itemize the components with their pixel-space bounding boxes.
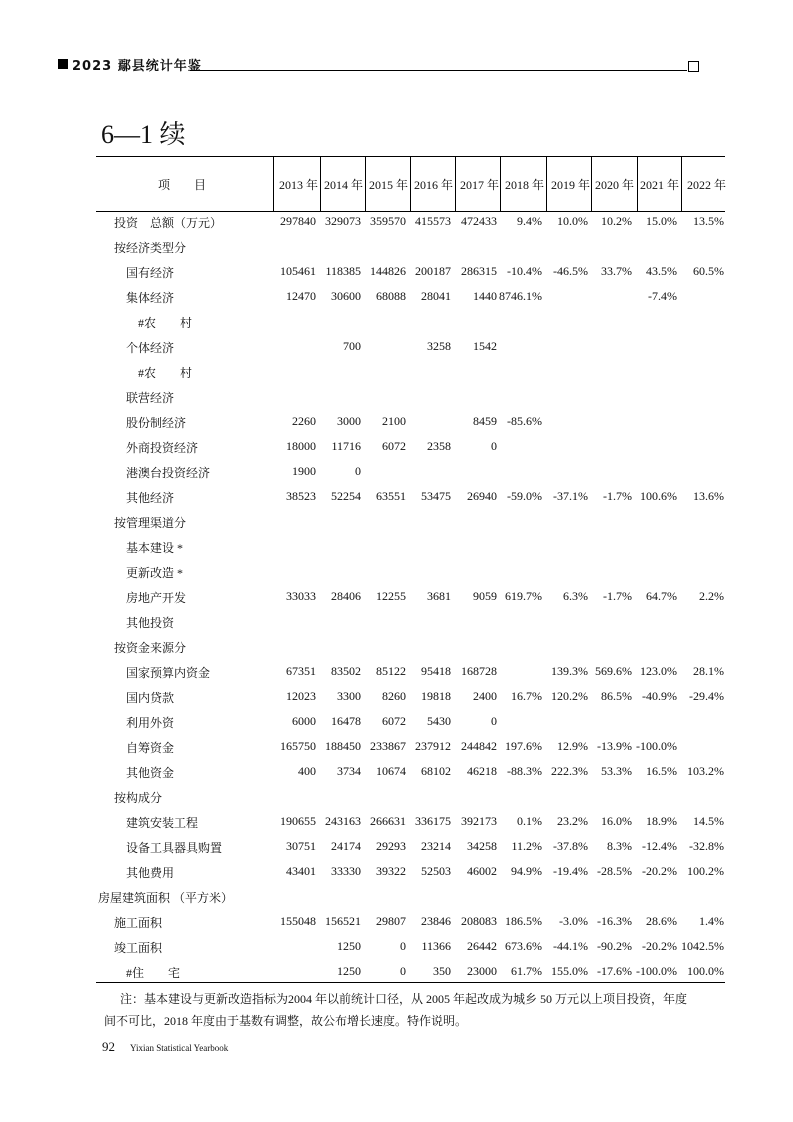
page-footer xyxy=(102,1039,228,1055)
table-cell: 46002 xyxy=(467,864,497,878)
table-cell: 6072 xyxy=(382,714,406,728)
table-cell: 156521 xyxy=(325,914,361,928)
table-row xyxy=(96,689,726,707)
column-header-year: 2021 年 xyxy=(639,178,679,192)
page-number: 92 xyxy=(102,1039,115,1054)
table-cell: 1440 xyxy=(473,289,497,303)
table-cell: -7.4% xyxy=(648,289,677,303)
table-cell: 30751 xyxy=(286,839,316,853)
table-cell: 118385 xyxy=(325,264,361,278)
header-column-divider xyxy=(320,156,321,211)
column-header-year: 2020 年 xyxy=(594,178,634,192)
table-cell: 28041 xyxy=(421,289,451,303)
table-cell: 400 xyxy=(298,764,316,778)
table-row xyxy=(96,389,726,407)
table-cell: 3681 xyxy=(427,589,451,603)
yearbook-header-title: 2023 鄢县统计年鉴 xyxy=(72,59,202,74)
table-cell: 1542 xyxy=(473,339,497,353)
table-cell: -28.5% xyxy=(597,864,632,878)
table-row xyxy=(96,764,726,782)
row-label: 其他投资 xyxy=(126,616,175,630)
table-cell: 329073 xyxy=(325,214,361,228)
table-cell: 52503 xyxy=(421,864,451,878)
column-header-year: 2017 年 xyxy=(459,178,499,192)
table-cell: 29293 xyxy=(376,839,406,853)
table-cell: 200187 xyxy=(415,264,451,278)
table-cell: 100.0% xyxy=(687,964,724,978)
table-cell: -17.6% xyxy=(597,964,632,978)
table-cell: 10.2% xyxy=(601,214,632,228)
row-label: 联营经济 xyxy=(126,391,175,405)
table-cell: -19.4% xyxy=(553,864,588,878)
table-cell: -12.4% xyxy=(642,839,677,853)
table-cell: 186.5% xyxy=(505,914,542,928)
table-cell: 95418 xyxy=(421,664,451,678)
table-cell: 359570 xyxy=(370,214,406,228)
table-cell: -88.3% xyxy=(507,764,542,778)
row-label: 港澳台投资经济 xyxy=(126,466,211,480)
table-cell: 67351 xyxy=(286,664,316,678)
table-cell: 1250 xyxy=(337,939,361,953)
table-cell: 16478 xyxy=(331,714,361,728)
table-cell: 16.7% xyxy=(511,689,542,703)
table-cell: -44.1% xyxy=(553,939,588,953)
table-cell: -59.0% xyxy=(507,489,542,503)
table-cell: 10.0% xyxy=(557,214,588,228)
table-cell: 392173 xyxy=(461,814,497,828)
table-row xyxy=(96,464,726,482)
header-column-divider xyxy=(455,156,456,211)
row-label: 按管理渠道分 xyxy=(114,516,187,530)
row-label: 按资金来源分 xyxy=(114,641,187,655)
table-cell: 64.7% xyxy=(646,589,677,603)
table-row xyxy=(96,939,726,957)
table-row xyxy=(96,214,726,232)
table-cell: 190655 xyxy=(280,814,316,828)
header-column-divider xyxy=(273,156,274,211)
table-row xyxy=(96,914,726,932)
table-row xyxy=(96,664,726,682)
header-column-divider xyxy=(546,156,547,211)
table-cell: 13.5% xyxy=(693,214,724,228)
table-cell: 700 xyxy=(343,339,361,353)
table-cell: 415573 xyxy=(415,214,451,228)
table-cell: 61.7% xyxy=(511,964,542,978)
table-row xyxy=(96,339,726,357)
table-cell: 0 xyxy=(355,464,361,478)
table-cell: 2400 xyxy=(473,689,497,703)
table-cell: 208083 xyxy=(461,914,497,928)
row-label: 其他费用 xyxy=(126,866,175,880)
table-cell: 18000 xyxy=(286,439,316,453)
table-cell: 197.6% xyxy=(505,739,542,753)
table-cell: -37.1% xyxy=(553,489,588,503)
table-cell: 23214 xyxy=(421,839,451,853)
header-column-divider xyxy=(591,156,592,211)
table-row xyxy=(96,314,726,332)
table-cell: -40.9% xyxy=(642,689,677,703)
table-cell: 336175 xyxy=(415,814,451,828)
table-row xyxy=(96,489,726,507)
table-cell: 23000 xyxy=(467,964,497,978)
table-cell: 33033 xyxy=(286,589,316,603)
row-label: #住 宅 xyxy=(126,966,181,980)
table-bottom-rule xyxy=(96,982,725,983)
table-cell: 68102 xyxy=(421,764,451,778)
row-label: 基本建设 * xyxy=(126,541,184,555)
table-row xyxy=(96,589,726,607)
table-cell: 43.5% xyxy=(646,264,677,278)
column-header-year: 2015 年 xyxy=(368,178,408,192)
row-label: 集体经济 xyxy=(126,291,175,305)
table-row xyxy=(96,964,726,982)
table-cell: 155.0% xyxy=(551,964,588,978)
table-cell: 46218 xyxy=(467,764,497,778)
table-title: 6—1 续 xyxy=(101,120,186,149)
table-cell: 6072 xyxy=(382,439,406,453)
table-cell: -20.2% xyxy=(642,939,677,953)
table-cell: -29.4% xyxy=(689,689,724,703)
yearbook-english-name: Yixian Statistical Yearbook xyxy=(130,1043,229,1053)
column-header-year: 2018 年 xyxy=(504,178,544,192)
row-label: 外商投资经济 xyxy=(126,441,199,455)
table-cell: 139.3% xyxy=(551,664,588,678)
table-cell: 43401 xyxy=(286,864,316,878)
table-cell: 9.4% xyxy=(517,214,542,228)
table-row xyxy=(96,239,726,257)
header-column-divider xyxy=(365,156,366,211)
header-rule xyxy=(190,70,687,71)
column-header-year: 2022 年 xyxy=(686,178,726,192)
table-cell: 94.9% xyxy=(511,864,542,878)
table-cell: -90.2% xyxy=(597,939,632,953)
table-cell: -13.9% xyxy=(597,739,632,753)
table-cell: 16.0% xyxy=(601,814,632,828)
table-cell: 619.7% xyxy=(505,589,542,603)
row-label: 更新改造 * xyxy=(126,566,184,580)
table-cell: -1.7% xyxy=(603,489,632,503)
table-cell: 569.6% xyxy=(595,664,632,678)
table-cell: 63551 xyxy=(376,489,406,503)
table-cell: 3300 xyxy=(337,689,361,703)
table-cell: 26442 xyxy=(467,939,497,953)
table-cell: 222.3% xyxy=(551,764,588,778)
table-cell: 472433 xyxy=(461,214,497,228)
table-cell: 2.2% xyxy=(699,589,724,603)
row-label: #农 村 xyxy=(138,366,193,380)
table-cell: 12.9% xyxy=(557,739,588,753)
row-label: 施工面积 xyxy=(114,916,163,930)
table-row xyxy=(96,289,726,307)
table-cell: 8459 xyxy=(473,414,497,428)
table-cell: 3734 xyxy=(337,764,361,778)
table-row xyxy=(96,814,726,832)
table-cell: 233867 xyxy=(370,739,406,753)
table-cell: 1250 xyxy=(337,964,361,978)
table-row xyxy=(96,739,726,757)
row-label: 国内贷款 xyxy=(126,691,175,705)
table-cell: 52254 xyxy=(331,489,361,503)
row-label: 设备工具器具购置 xyxy=(126,841,223,855)
table-cell: 297840 xyxy=(280,214,316,228)
table-cell: 11366 xyxy=(421,939,451,953)
table-cell: 123.0% xyxy=(640,664,677,678)
table-cell: 9059 xyxy=(473,589,497,603)
table-cell: 188450 xyxy=(325,739,361,753)
column-header-year: 2016 年 xyxy=(413,178,453,192)
table-row xyxy=(96,564,726,582)
table-cell: -85.6% xyxy=(507,414,542,428)
table-cell: 86.5% xyxy=(601,689,632,703)
table-cell: 33.7% xyxy=(601,264,632,278)
table-cell: 12023 xyxy=(286,689,316,703)
table-cell: 6000 xyxy=(292,714,316,728)
row-label: 按构成分 xyxy=(114,791,163,805)
table-cell: 10674 xyxy=(376,764,406,778)
column-header-item: 项 目 xyxy=(158,178,207,192)
table-cell: 34258 xyxy=(467,839,497,853)
footnote-line-2: 间不可比，2018 年度由于基数有调整，故公布增长速度。特作说明。 xyxy=(104,1014,468,1028)
table-row xyxy=(96,614,726,632)
table-cell: 8.3% xyxy=(607,839,632,853)
table-cell: 8746.1% xyxy=(499,289,542,303)
table-cell: 26940 xyxy=(467,489,497,503)
table-row xyxy=(96,864,726,882)
table-cell: 13.6% xyxy=(693,489,724,503)
table-cell: 244842 xyxy=(461,739,497,753)
table-row xyxy=(96,789,726,807)
table-cell: 28.6% xyxy=(646,914,677,928)
table-cell: -1.7% xyxy=(603,589,632,603)
table-row xyxy=(96,264,726,282)
table-cell: 100.2% xyxy=(687,864,724,878)
table-cell: 23846 xyxy=(421,914,451,928)
row-label: 按经济类型分 xyxy=(114,241,187,255)
row-label: 利用外资 xyxy=(126,716,175,730)
table-cell: 286315 xyxy=(461,264,497,278)
table-cell: 60.5% xyxy=(693,264,724,278)
column-header-year: 2013 年 xyxy=(278,178,318,192)
table-cell: 0.1% xyxy=(517,814,542,828)
table-row xyxy=(96,439,726,457)
table-cell: 8260 xyxy=(382,689,406,703)
table-cell: -100.0% xyxy=(636,739,677,753)
table-cell: 1042.5% xyxy=(681,939,724,953)
row-label: 股份制经济 xyxy=(126,416,187,430)
table-cell: -16.3% xyxy=(597,914,632,928)
table-cell: 18.9% xyxy=(646,814,677,828)
table-cell: 120.2% xyxy=(551,689,588,703)
table-cell: 1.4% xyxy=(699,914,724,928)
table-cell: 33330 xyxy=(331,864,361,878)
table-cell: 350 xyxy=(433,964,451,978)
row-label: 国家预算内资金 xyxy=(126,666,211,680)
row-label: 国有经济 xyxy=(126,266,175,280)
table-row xyxy=(96,539,726,557)
table-cell: -37.8% xyxy=(553,839,588,853)
table-cell: 19818 xyxy=(421,689,451,703)
table-cell: 168728 xyxy=(461,664,497,678)
table-cell: 3000 xyxy=(337,414,361,428)
table-cell: 144826 xyxy=(370,264,406,278)
table-cell: 2100 xyxy=(382,414,406,428)
table-row xyxy=(96,414,726,432)
row-label: 房屋建筑面积 （平方米） xyxy=(98,891,234,905)
table-row xyxy=(96,889,726,907)
table-cell: 266631 xyxy=(370,814,406,828)
table-row xyxy=(96,639,726,657)
table-cell: 30600 xyxy=(331,289,361,303)
footnote-line-1: 注：基本建设与更新改造指标为2004 年以前统计口径，从 2005 年起改成为城乡 50 万元以上项目投资，年度 xyxy=(120,992,688,1006)
table-cell: 24174 xyxy=(331,839,361,853)
table-row xyxy=(96,839,726,857)
header-column-divider xyxy=(500,156,501,211)
table-cell: 83502 xyxy=(331,664,361,678)
table-cell: 85122 xyxy=(376,664,406,678)
table-cell: 12470 xyxy=(286,289,316,303)
table-cell: 11716 xyxy=(331,439,361,453)
table-cell: 237912 xyxy=(415,739,451,753)
table-cell: 39322 xyxy=(376,864,406,878)
table-cell: 0 xyxy=(491,714,497,728)
table-cell: 155048 xyxy=(280,914,316,928)
table-cell: 673.6% xyxy=(505,939,542,953)
table-cell: -20.2% xyxy=(642,864,677,878)
table-cell: 38523 xyxy=(286,489,316,503)
table-footnote xyxy=(104,988,744,1032)
table-cell: 1900 xyxy=(292,464,316,478)
table-cell: 165750 xyxy=(280,739,316,753)
table-cell: 16.5% xyxy=(646,764,677,778)
row-label: #农 村 xyxy=(138,316,193,330)
table-cell: -10.4% xyxy=(507,264,542,278)
row-label: 建筑安装工程 xyxy=(126,816,199,830)
row-label: 房地产开发 xyxy=(126,591,187,605)
table-cell: 6.3% xyxy=(563,589,588,603)
table-cell: 100.6% xyxy=(640,489,677,503)
table-cell: -46.5% xyxy=(553,264,588,278)
table-cell: -32.8% xyxy=(689,839,724,853)
table-cell: 28.1% xyxy=(693,664,724,678)
table-cell: 105461 xyxy=(280,264,316,278)
table-cell: 103.2% xyxy=(687,764,724,778)
table-row xyxy=(96,364,726,382)
column-header-year: 2019 年 xyxy=(550,178,590,192)
table-cell: 68088 xyxy=(376,289,406,303)
table-cell: 0 xyxy=(400,939,406,953)
table-cell: 53475 xyxy=(421,489,451,503)
table-header-rule xyxy=(96,211,725,212)
table-cell: 3258 xyxy=(427,339,451,353)
table-cell: -3.0% xyxy=(559,914,588,928)
header-column-divider xyxy=(637,156,638,211)
row-label: 其他经济 xyxy=(126,491,175,505)
row-label: 投资 总额（万元） xyxy=(114,216,223,230)
table-cell: 11.2% xyxy=(511,839,542,853)
table-cell: -100.0% xyxy=(636,964,677,978)
table-row xyxy=(96,714,726,732)
row-label: 个体经济 xyxy=(126,341,175,355)
table-cell: 28406 xyxy=(331,589,361,603)
header-column-divider xyxy=(681,156,682,211)
header-box-icon xyxy=(688,61,699,72)
header-column-divider xyxy=(410,156,411,211)
table-cell: 5430 xyxy=(427,714,451,728)
table-cell: 2260 xyxy=(292,414,316,428)
table-row xyxy=(96,514,726,532)
table-cell: 29807 xyxy=(376,914,406,928)
table-cell: 0 xyxy=(400,964,406,978)
table-cell: 12255 xyxy=(376,589,406,603)
row-label: 竣工面积 xyxy=(114,941,163,955)
column-header-year: 2014 年 xyxy=(323,178,363,192)
row-label: 其他资金 xyxy=(126,766,175,780)
table-cell: 14.5% xyxy=(693,814,724,828)
table-cell: 0 xyxy=(491,439,497,453)
table-cell: 23.2% xyxy=(557,814,588,828)
table-cell: 2358 xyxy=(427,439,451,453)
header-square-icon xyxy=(58,59,68,69)
table-cell: 243163 xyxy=(325,814,361,828)
row-label: 自筹资金 xyxy=(126,741,175,755)
table-cell: 53.3% xyxy=(601,764,632,778)
table-cell: 15.0% xyxy=(646,214,677,228)
